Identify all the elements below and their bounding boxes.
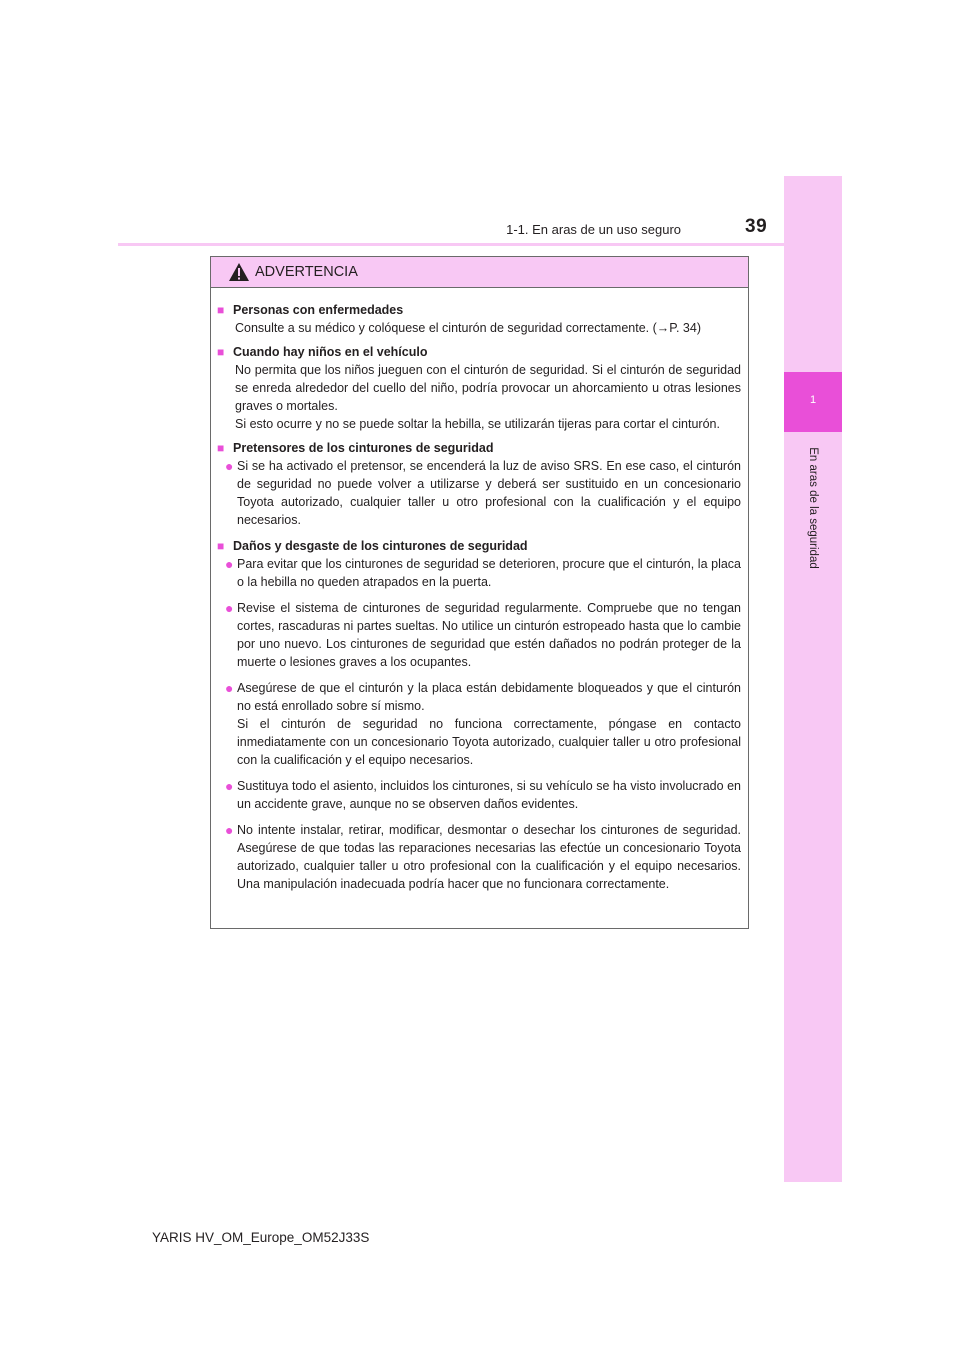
section-title-row xyxy=(217,537,741,555)
section-title: 1-1. En aras de un uso seguro xyxy=(506,222,681,237)
section-heading: Pretensores de los cinturones de seguridad xyxy=(233,441,494,455)
section-title-row xyxy=(217,439,741,457)
list-item xyxy=(225,457,741,529)
header-rule xyxy=(118,243,842,246)
paragraph: Consulte a su médico y colóquese el cinturón de seguridad correctamente. (→P. 34) xyxy=(235,321,701,335)
section-heading: Cuando hay niños en el vehículo xyxy=(233,345,428,359)
round-bullet-icon: ● xyxy=(225,556,234,572)
side-tab-strip xyxy=(784,176,842,1182)
list-item-text: Asegúrese de que el cinturón y la placa están debidamente bloqueados y que el cinturón no está enrollado sobre sí mismo. xyxy=(237,681,741,713)
square-bullet-icon: ■ xyxy=(217,539,225,553)
section-pretensores xyxy=(217,439,741,529)
list-item xyxy=(225,555,741,591)
section-danos xyxy=(217,537,741,893)
list-item-text: Si se ha activado el pretensor, se encenderá la luz de aviso SRS. En ese caso, el cinturón de seguridad no puede volver a utilizarse y deberá ser sustituido en un concesionario Toyota autorizado, cualquier taller u otro profesional con la cualificación y el equipo necesarios. xyxy=(237,459,741,527)
chapter-number: 1 xyxy=(809,394,817,406)
list-item xyxy=(225,599,741,671)
section-heading: Personas con enfermedades xyxy=(233,303,404,317)
section-ninos xyxy=(217,343,741,433)
square-bullet-icon: ■ xyxy=(217,303,225,317)
list-item-text: Revise el sistema de cinturones de seguridad regularmente. Compruebe que no tengan cortes, rascaduras ni partes sueltas. No utilice un cinturón estropeado hasta que lo cambie por uno nuevo. Los cinturones de seguridad que estén dañados no podrán proteger de la muerte o lesiones graves a los ocupantes. xyxy=(237,601,741,669)
list-item xyxy=(225,777,741,813)
round-bullet-icon: ● xyxy=(225,680,234,696)
round-bullet-icon: ● xyxy=(225,778,234,794)
list-item-text: Para evitar que los cinturones de seguridad se deterioren, procure que el cinturón, la placa o la hebilla no queden atrapados en la puerta. xyxy=(237,557,741,589)
paragraph: No permita que los niños jueguen con el cinturón de seguridad. Si el cinturón de seguridad se enreda alrededor del cuello del niño, podría provocar un ahorcamiento u otras lesiones graves o mortales. xyxy=(235,363,741,413)
list-item-text: Sustituya todo el asiento, incluidos los cinturones, si su vehículo se ha visto involucrado en un accidente grave, aunque no se observen daños evidentes. xyxy=(237,779,741,811)
square-bullet-icon: ■ xyxy=(217,441,225,455)
list-item xyxy=(225,821,741,893)
section-enfermedades xyxy=(217,301,741,337)
warning-box xyxy=(210,256,749,929)
round-bullet-icon: ● xyxy=(225,822,234,838)
list-item-text-group xyxy=(237,679,741,769)
round-bullet-icon: ● xyxy=(225,458,234,474)
square-bullet-icon: ■ xyxy=(217,345,225,359)
section-title-row xyxy=(217,301,741,319)
chapter-tab xyxy=(784,372,842,432)
section-heading: Daños y desgaste de los cinturones de seguridad xyxy=(233,539,528,553)
page-number: 39 xyxy=(745,216,768,237)
warning-header xyxy=(211,257,748,288)
chapter-label: En aras de la seguridad xyxy=(807,447,819,569)
list-item xyxy=(225,679,741,769)
round-bullet-icon: ● xyxy=(225,600,234,616)
list-item-text-continued: Si el cinturón de seguridad no funciona correctamente, póngase en contacto inmediatamente con un concesionario Toyota autorizado, cualquier taller u otro profesional con la cualificación y el equipo necesarios. xyxy=(237,717,741,767)
list-item-text: No intente instalar, retirar, modificar, desmontar o desechar los cinturones de seguridad. Asegúrese de que todas las reparaciones necesarias las efectúe un concesionario Toyota autorizado, cualquier taller u otro profesional con la cualificación y el equipo necesarios. Una manipulación inadecuada podría hacer que no funcionara correctamente. xyxy=(237,823,741,891)
document-footer: YARIS HV_OM_Europe_OM52J33S xyxy=(152,1230,370,1245)
warning-body xyxy=(211,288,748,893)
section-title-row xyxy=(217,343,741,361)
warning-triangle-icon xyxy=(228,262,250,282)
paragraph: Si esto ocurre y no se puede soltar la hebilla, se utilizarán tijeras para cortar el cinturón. xyxy=(235,417,720,431)
warning-title: ADVERTENCIA xyxy=(255,264,358,280)
